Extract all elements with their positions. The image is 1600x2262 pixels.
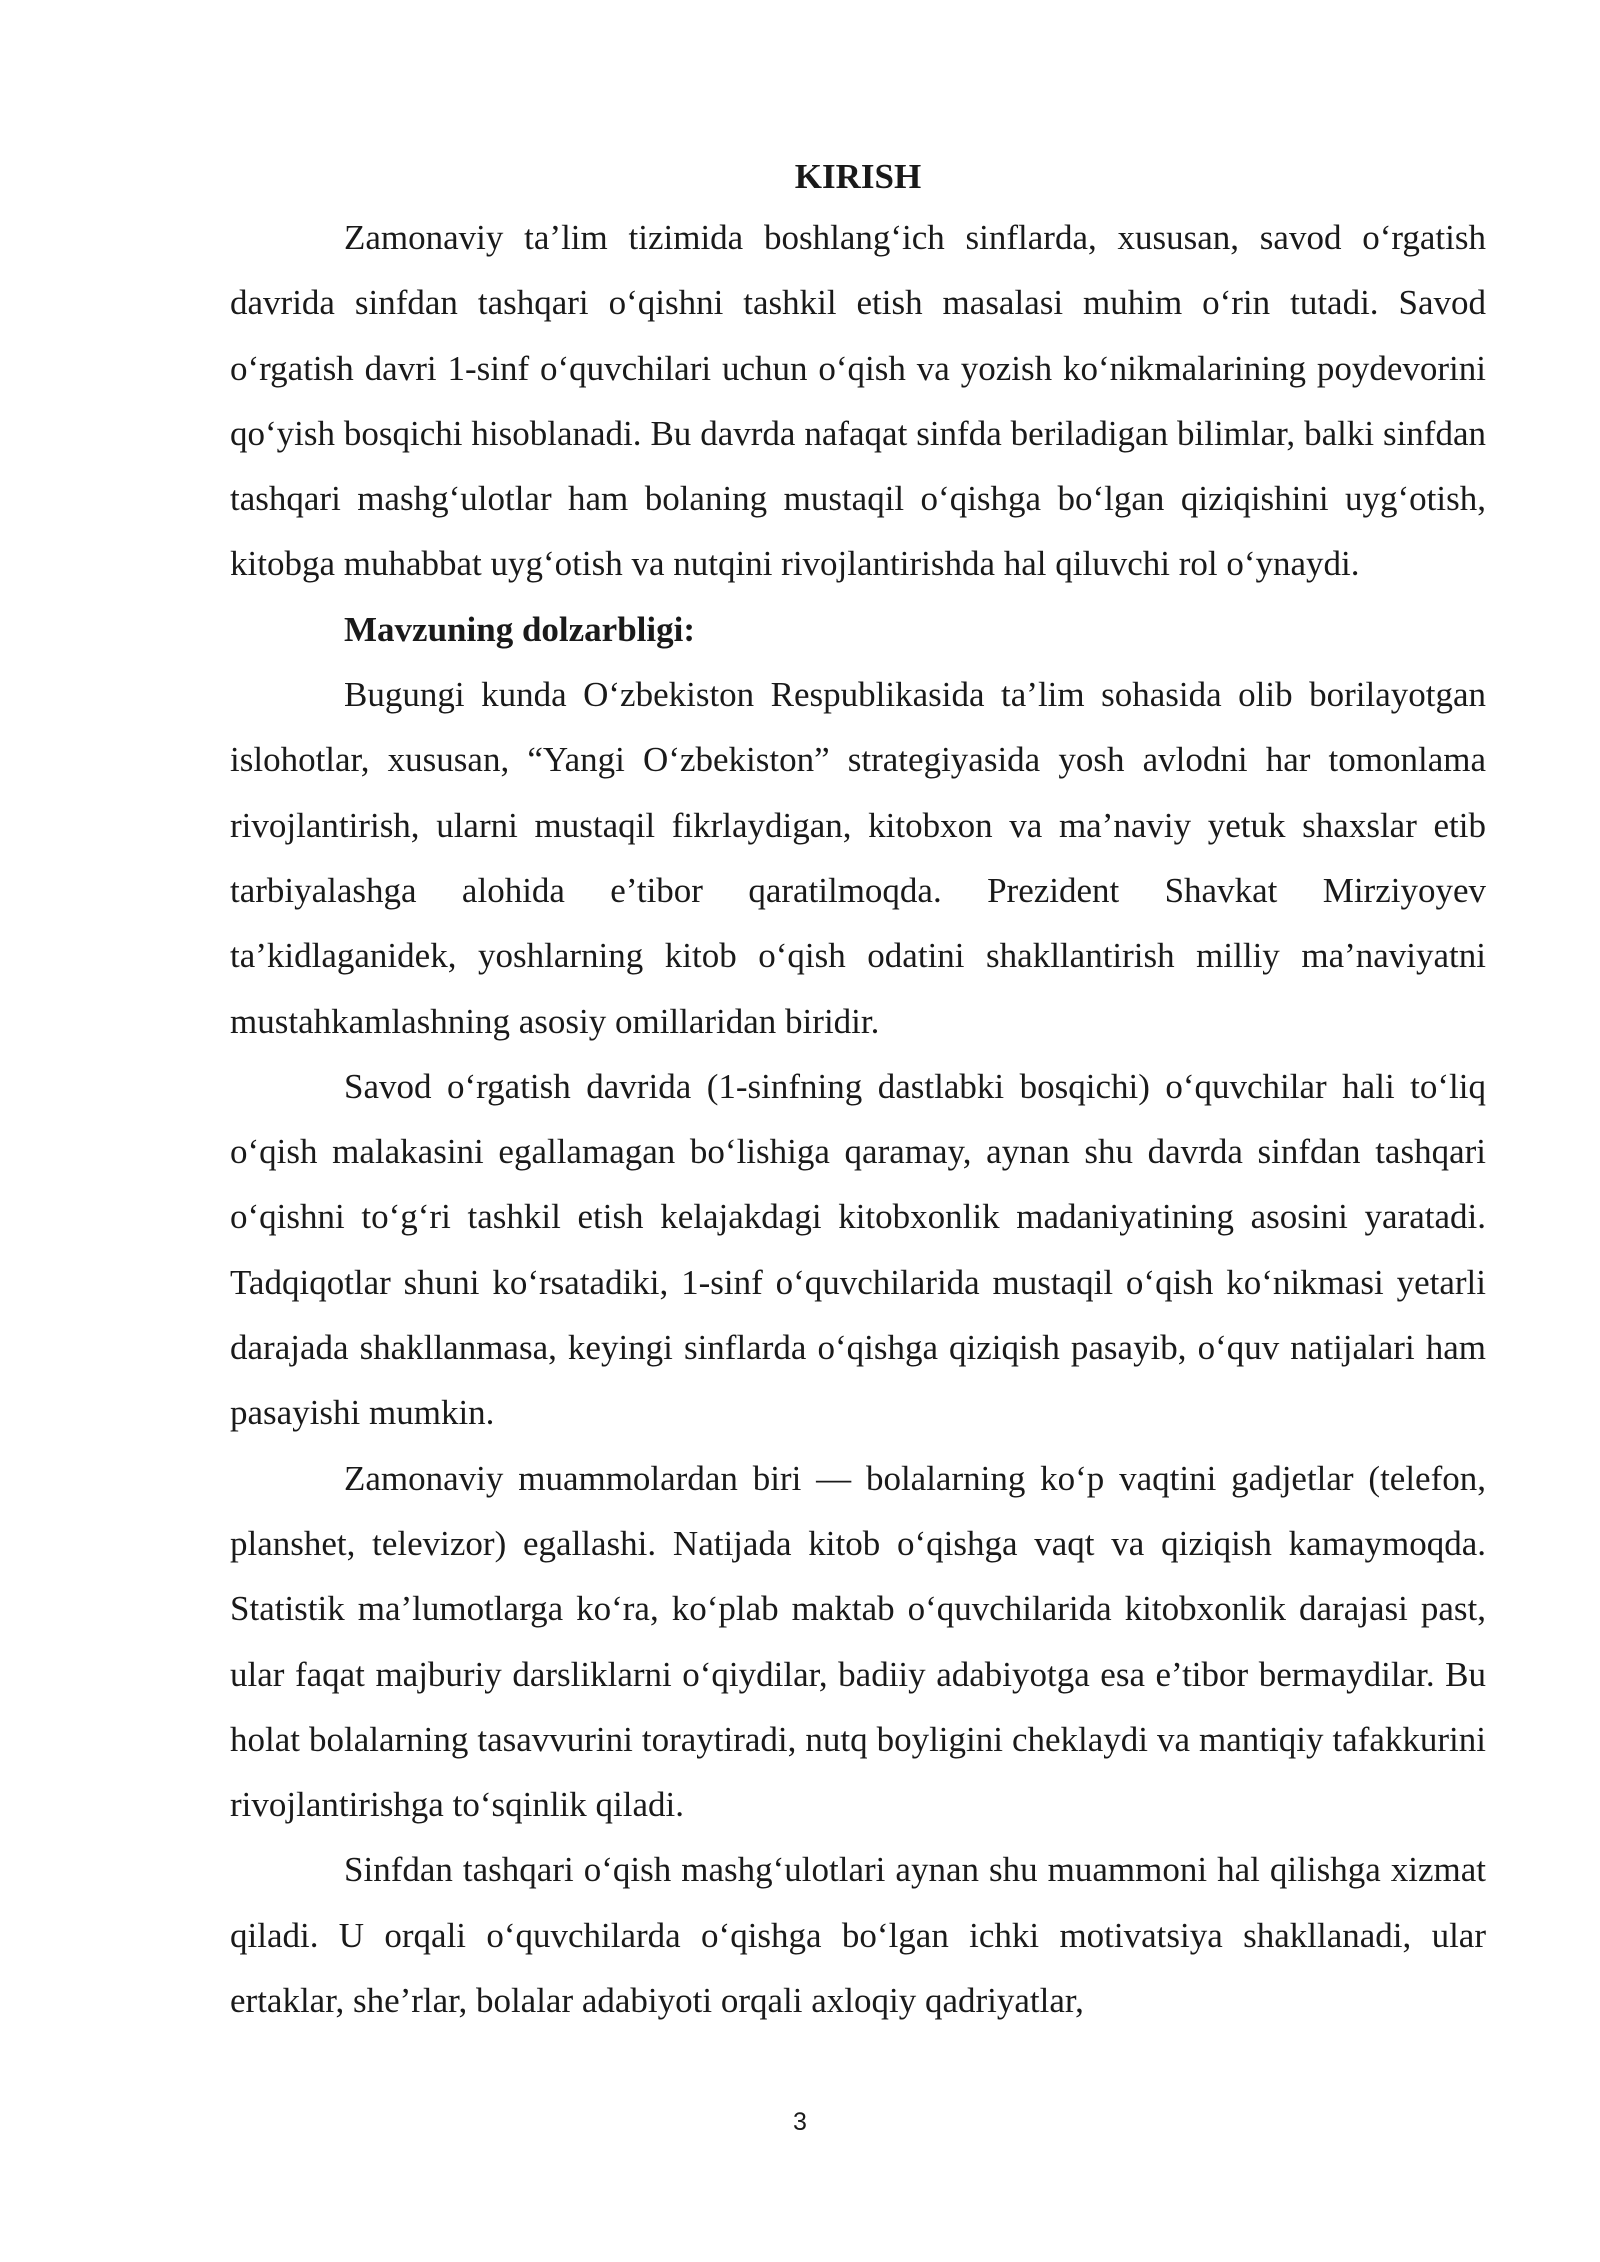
page-body (230, 148, 1486, 2033)
literacy-period-paragraph: Savod o‘rgatish davrida (1-sinfning dastlabki bosqichi) o‘quvchilar hali to‘liq o‘qish malakasini egallamagan bo‘lishiga qaramay, aynan shu davrda sinfdan tashqari o‘qishni to‘g‘ri tashkil etish kelajakdagi kitobxonlik madaniyatining asosini yaratadi. Tadqiqotlar shuni ko‘rsatadiki, 1-sinf o‘quvchilarida mustaqil o‘qish ko‘nikmasi yetarli darajada shakllanmasa, keyingi sinflarda o‘qishga qiziqish pasayib, o‘quv natijalari ham pasayishi mumkin. (230, 1066, 1486, 1433)
extracurricular-paragraph: Sinfdan tashqari o‘qish mashg‘ulotlari aynan shu muammoni hal qilishga xizmat qiladi. U orqali o‘quvchilarda o‘qishga bo‘lgan ichki motivatsiya shakllanadi, ular ertaklar, she’rlar, bolalar adabiyoti orqali axloqiy qadriyatlar, (230, 1850, 1486, 2021)
page-title: KIRISH (794, 157, 922, 196)
page-number: 3 (793, 2108, 807, 2136)
section-subheading: Mavzuning dolzarbligi: (344, 609, 695, 649)
intro-paragraph: Zamonaviy ta’lim tizimida boshlang‘ich sinflarda, xususan, savod o‘rgatish davrida sinfdan tashqari o‘qishni tashkil etish masalasi muhim o‘rin tutadi. Savod o‘rgatish davri 1-sinf o‘quvchilari uchun o‘qish va yozish ko‘nikmalarining poydevorini qo‘yish bosqichi hisoblanadi. Bu davrda nafaqat sinfda beriladigan bilimlar, balki sinfdan tashqari mashg‘ulotlar ham bolaning mustaqil o‘qishga bo‘lgan qiziqishini uyg‘otish, kitobga muhabbat uyg‘otish va nutqini rivojlantirishda hal qiluvchi rol o‘ynaydi. (230, 218, 1486, 584)
relevance-paragraph: Bugungi kunda O‘zbekiston Respublikasida ta’lim sohasida olib borilayotgan islohotlar, xususan, “Yangi O‘zbekiston” strategiyasida yosh avlodni har tomonlama rivojlantirish, ularni mustaqil fikrlaydigan, kitobxon va ma’naviy yetuk shaxslar etib tarbiyalashga alohida e’tibor qaratilmoqda. Prezident Shavkat Mirziyoyev ta’kidlaganidek, yoshlarning kitob o‘qish odatini shakllantirish milliy ma’naviyatni mustahkamlashning asosiy omillaridan biridir. (230, 675, 1486, 1041)
modern-problems-paragraph: Zamonaviy muammolardan biri — bolalarning ko‘p vaqtini gadjetlar (telefon, planshet, televizor) egallashi. Natijada kitob o‘qishga vaqt va qiziqish kamaymoqda. Statistik ma’lumotlarga ko‘ra, ko‘plab maktab o‘quvchilarida kitobxonlik darajasi past, ular faqat majburiy darsliklarni o‘qiydilar, badiiy adabiyotga esa e’tibor bermaydilar. Bu holat bolalarning tasavvurini toraytiradi, nutq boyligini cheklaydi va mantiqiy tafakkurini rivojlantirishga to‘sqinlik qiladi. (230, 1458, 1486, 1825)
